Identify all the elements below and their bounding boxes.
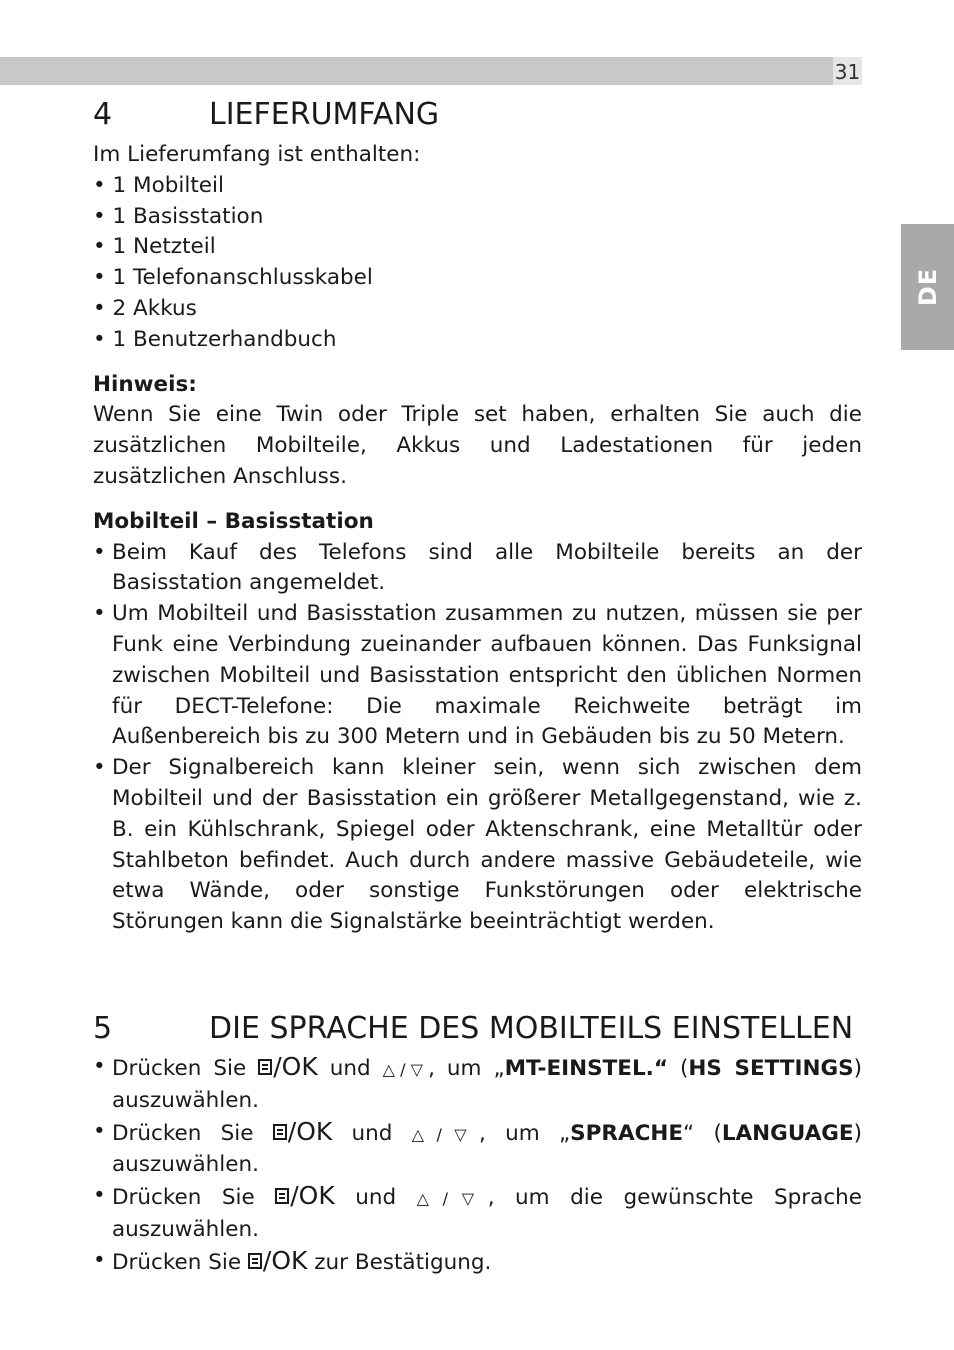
step-text: ) auszuwählen. xyxy=(112,1055,862,1113)
menu-name: LANGUAGE xyxy=(721,1120,854,1146)
section-5-title: DIE SPRACHE DES MOBILTEILS EINSTELLEN xyxy=(209,1010,854,1046)
contents-intro: Im Lieferumfang ist enthalten: xyxy=(93,142,421,167)
section-5-number: 5 xyxy=(93,1010,113,1046)
menu-icon xyxy=(258,1059,272,1075)
page-number: 31 xyxy=(834,60,861,84)
step-2 xyxy=(93,1117,862,1182)
list-item: • 1 Netzteil xyxy=(93,232,862,263)
menu-name: HS SETTINGS xyxy=(688,1055,854,1081)
step-text: und xyxy=(334,1185,417,1211)
list-item: • 1 Telefonanschlusskabel xyxy=(93,263,862,294)
ok-label: /OK xyxy=(287,1116,333,1146)
step-1 xyxy=(93,1052,862,1117)
step-text: , um die gewünschte Sprache auszuwählen. xyxy=(112,1185,862,1242)
list-item: • 2 Akkus xyxy=(93,294,862,325)
menu-name: SPRACHE xyxy=(570,1120,684,1146)
step-text: Drücken Sie xyxy=(112,1055,259,1081)
section-4-number: 4 xyxy=(93,97,113,132)
menu-icon xyxy=(275,1188,289,1204)
menu-ok-key xyxy=(273,1117,333,1148)
subsection-list xyxy=(93,538,862,938)
step-text: Drücken Sie xyxy=(112,1249,248,1275)
step-text: , um „ xyxy=(428,1055,505,1081)
page-content xyxy=(93,96,862,1279)
step-text: “ ( xyxy=(683,1120,722,1146)
contents-list xyxy=(93,171,862,356)
subsection-title: Mobilteil – Basisstation xyxy=(93,508,374,534)
list-item: • Der Signalbereich kann kleiner sein, wenn sich zwischen dem Mobilteil und der Basisstation ein größerer Metallgegenstand, wie z. B. ein Kühlschrank, Spiegel oder Aktenschrank, eine Metalltür oder Stahlbeton befindet. Auch durch andere massive Gebäudeteile, wie etwa Wände, oder sonstige Funkstörungen oder elektrische Störungen kann die Signalstärke beeinträchtigt werden. xyxy=(93,753,862,938)
step-text: ) auszuwählen. xyxy=(112,1120,862,1178)
language-tab xyxy=(901,224,954,350)
ok-label: /OK xyxy=(273,1051,318,1081)
menu-ok-key xyxy=(258,1052,318,1083)
note-text: Wenn Sie eine Twin oder Triple set haben, erhalten Sie auch die zusätzlichen Mobilteile, Akkus und Ladestationen für jeden zusätzlichen Anschluss. xyxy=(93,402,862,489)
step-text: , um „ xyxy=(479,1120,571,1146)
note-title: Hinweis: xyxy=(93,371,197,397)
list-item: • 1 Benutzerhandbuch xyxy=(93,325,862,356)
list-item: • 1 Mobilteil xyxy=(93,171,862,202)
menu-name: MT-EINSTEL.“ xyxy=(504,1055,668,1081)
menu-ok-key xyxy=(248,1246,308,1277)
step-text: ( xyxy=(667,1055,689,1081)
up-down-arrows-icon: △/▽ xyxy=(382,1059,429,1079)
up-down-arrows-icon: △/▽ xyxy=(411,1124,480,1144)
menu-icon xyxy=(248,1253,262,1269)
header-bar xyxy=(0,57,833,85)
step-text: Drücken Sie xyxy=(112,1120,273,1146)
list-item: • 1 Basisstation xyxy=(93,202,862,233)
step-text: und xyxy=(317,1055,383,1081)
section-5-heading xyxy=(93,1010,862,1048)
step-text: Drücken Sie xyxy=(112,1185,276,1211)
step-text: und xyxy=(332,1120,412,1146)
section-4-title: LIEFERUMFANG xyxy=(209,97,440,132)
section-4-heading xyxy=(93,96,862,134)
language-tab-label: DE xyxy=(913,267,942,307)
steps-list xyxy=(93,1052,862,1279)
menu-icon xyxy=(273,1124,287,1140)
step-3 xyxy=(93,1181,862,1246)
step-4 xyxy=(93,1246,862,1279)
step-text: zur Bestätigung. xyxy=(307,1249,492,1275)
list-item: • Um Mobilteil und Basisstation zusammen zu nutzen, müssen sie per Funk eine Verbindung zueinander aufbauen können. Das Funksignal zwischen Mobilteil und Basisstation entspricht den üblichen Normen für DECT-Telefone: Die maximale Reichweite beträgt im Außenbereich bis zu 300 Metern und in Gebäuden bis zu 50 Metern. xyxy=(93,599,862,753)
ok-label: /OK xyxy=(290,1181,335,1211)
up-down-arrows-icon: △/▽ xyxy=(416,1189,488,1209)
menu-ok-key xyxy=(275,1181,335,1212)
ok-label: /OK xyxy=(262,1245,308,1275)
list-item: • Beim Kauf des Telefons sind alle Mobilteile bereits an der Basisstation angemeldet. xyxy=(93,538,862,600)
